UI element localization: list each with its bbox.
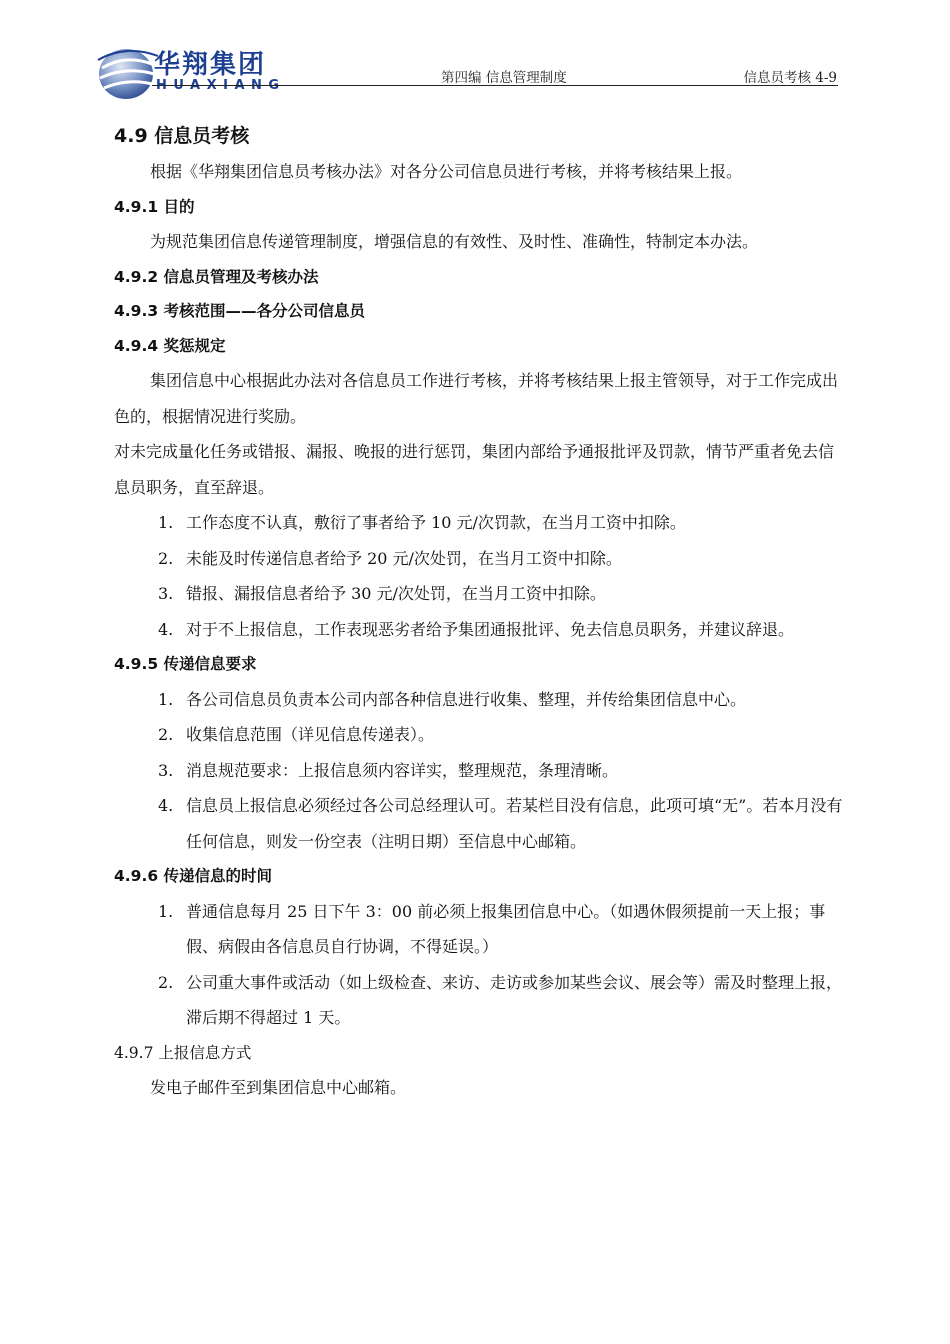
list-item — [114, 612, 844, 648]
list-number: 3. — [158, 760, 174, 780]
list-text: 对于不上报信息，工作表现恶劣者给予集团通报批评、免去信息员职务，并建议辞退。 — [186, 619, 795, 639]
list-item — [114, 505, 844, 541]
section-intro: 根据《华翔集团信息员考核办法》对各分公司信息员进行考核，并将考核结果上报。 — [150, 162, 743, 181]
page-header — [0, 0, 950, 110]
list-item — [114, 682, 844, 718]
list-item — [114, 788, 844, 859]
list-number: 2. — [158, 548, 174, 568]
penalty-list — [114, 505, 844, 647]
list-item — [114, 753, 844, 789]
logo-english-name: HUAXIANG — [156, 78, 286, 93]
heading-4-9-6: 4.9.6 传递信息的时间 — [114, 867, 273, 885]
list-number: 4. — [158, 796, 174, 815]
timing-list — [114, 894, 844, 1036]
heading-4-9-1: 4.9.1 目的 — [114, 197, 195, 216]
penalty-paragraph: 对未完成量化任务或错报、漏报、晚报的进行惩罚，集团内部给予通报批评及罚款，情节严重者免去信息员职务，直至辞退。 — [114, 442, 835, 497]
document-body — [114, 118, 844, 1106]
list-number: 2. — [158, 725, 174, 744]
list-text: 消息规范要求：上报信息须内容详实，整理规范，条理清晰。 — [186, 760, 619, 780]
heading-4-9-5: 4.9.5 传递信息要求 — [114, 655, 257, 673]
list-number: 3. — [158, 584, 174, 603]
header-page-ref: 信息员考核 4-9 — [743, 70, 837, 86]
globe-logo-icon — [96, 42, 160, 104]
list-text: 普通信息每月 25 日下午 3：00 前必须上报集团信息中心。（如遇休假须提前一天上报；事假、病假由各信息员自行协调，不得延误。） — [186, 901, 826, 956]
list-text: 收集信息范围（详见信息传递表）。 — [186, 725, 435, 744]
heading-4-9-4: 4.9.4 奖惩规定 — [114, 336, 226, 355]
list-text: 各公司信息员负责本公司内部各种信息进行收集、整理，并传给集团信息中心。 — [186, 689, 747, 709]
purpose-text: 为规范集团信息传递管理制度，增强信息的有效性、及时性、准确性，特制定本办法。 — [150, 232, 759, 251]
list-text: 工作态度不认真，敷衍了事者给予 10 元/次罚款，在当月工资中扣除。 — [186, 513, 686, 532]
list-item — [114, 717, 844, 753]
heading-4-9-2: 4.9.2 信息员管理及考核办法 — [114, 267, 319, 286]
list-text: 信息员上报信息必须经过各公司总经理认可。若某栏目没有信息，此项可填“无”。若本月没有任何信息，则发一份空表（注明日期）至信息中心邮箱。 — [186, 796, 843, 851]
list-number: 1. — [158, 513, 174, 532]
header-rule — [152, 85, 838, 86]
list-number: 1. — [158, 901, 174, 921]
requirements-list — [114, 682, 844, 860]
section-title: 4.9 信息员考核 — [114, 125, 250, 147]
reward-paragraph: 集团信息中心根据此办法对各信息员工作进行考核，并将考核结果上报主管领导，对于工作完成出色的，根据情况进行奖励。 — [114, 371, 839, 426]
list-text: 公司重大事件或活动（如上级检查、来访、走访或参加某些会议、展会等）需及时整理上报，滞后期不得超过 1 天。 — [186, 972, 843, 1027]
list-item — [114, 576, 844, 612]
logo-chinese-name: 华翔集团 — [154, 50, 267, 80]
header-chapter: 第四编 信息管理制度 — [441, 70, 567, 86]
list-text: 未能及时传递信息者给予 20 元/次处罚，在当月工资中扣除。 — [186, 548, 622, 568]
list-number: 1. — [158, 689, 174, 709]
heading-4-9-3: 4.9.3 考核范围——各分公司信息员 — [114, 302, 366, 320]
report-method-text: 发电子邮件至到集团信息中心邮箱。 — [150, 1078, 407, 1097]
list-number: 4. — [158, 619, 174, 639]
list-item — [114, 541, 844, 577]
list-item — [114, 894, 844, 965]
list-text: 错报、漏报信息者给予 30 元/次处罚，在当月工资中扣除。 — [186, 584, 606, 603]
heading-4-9-7: 4.9.7 上报信息方式 — [114, 1043, 252, 1062]
company-logo — [96, 42, 286, 104]
list-number: 2. — [158, 972, 174, 992]
list-item — [114, 965, 844, 1036]
